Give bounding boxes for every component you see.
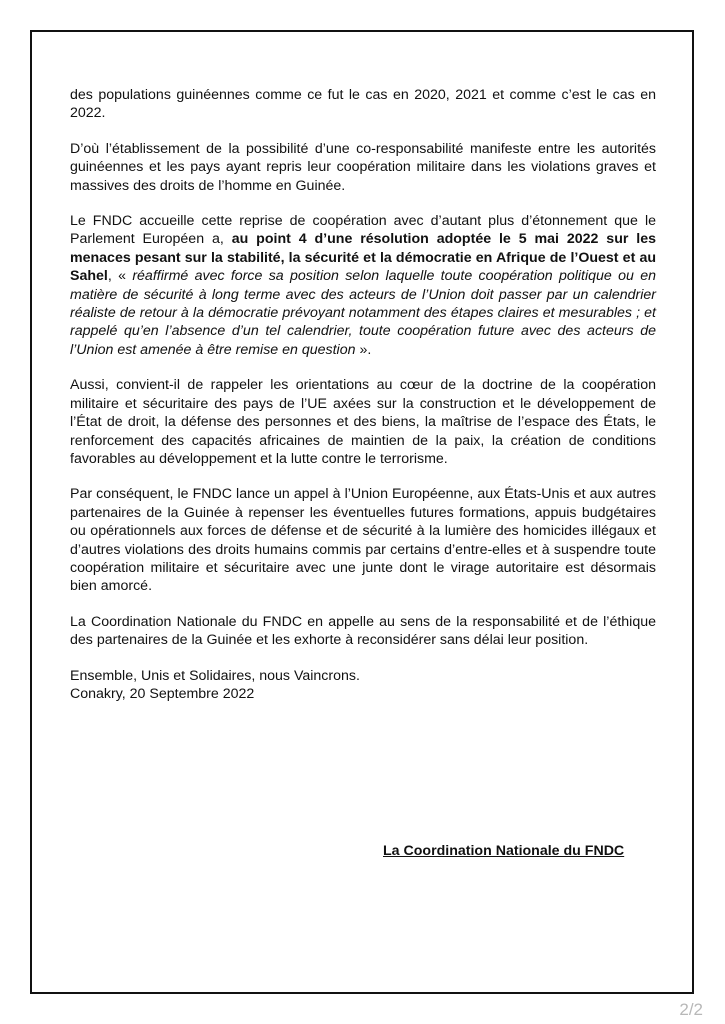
paragraph-6: La Coordination Nationale du FNDC en appelle au sens de la responsabilité et de l’éthique des partenaires de la Guinée et les exhorte à reconsidérer sans délai leur position.: [70, 613, 656, 649]
resolution-reference: au point 4 d’une résolution adoptée le 5 mai 2022 sur les menaces pesant sur la stabilité, la sécurité et la démocratie en Afrique de l’Ouest et au Sahel: [70, 231, 656, 285]
parliament-quote: réaffirmé avec force sa position selon laquelle toute coopération politique ou en matière de sécurité à long terme avec des acteurs de l’Union doit passer par un calendrier réaliste de retour à la démocratie prévoyant notamment des étapes claires et mesurables ; et rappelé qu’en l’absence d’un tel calendrier, toute coopération future avec des acteurs de l’Union est amenée à être remise en question: [70, 268, 656, 358]
signature-line: La Coordination Nationale du FNDC: [383, 843, 625, 859]
paragraph-3-intro: Le FNDC accueille cette reprise de coopération avec d’autant plus d’étonnement que le Parlement Européen a,: [70, 213, 656, 248]
paragraph-2: D’où l’établissement de la possibilité d’une co-responsabilité manifeste entre les autorités guinéennes et les pays ayant repris leur coopération militaire dans les violations graves et massives des droits de l’homme en Guinée.: [70, 140, 656, 194]
quote-close: ».: [355, 341, 372, 358]
closing-place-date: Conakry, 20 Septembre 2022: [70, 685, 255, 702]
paragraph-5: Par conséquent, le FNDC lance un appel à l’Union Européenne, aux États-Unis et aux autres partenaires de la Guinée à repenser les éventuelles futures formations, appuis budgétaires ou opérationnels aux forces de défense et de sécurité à la lumière des homicides illégaux et d’autres violations des droits humains commis par certains d’entre-elles et à suspendre toute coopération militaire et sécuritaire avec une junte dont le virage autoritaire est désormais bien amorcé.: [70, 486, 656, 595]
page-indicator: 2/2: [679, 1000, 703, 1019]
closing-motto: Ensemble, Unis et Solidaires, nous Vaincrons.: [70, 667, 360, 684]
paragraph-3: [70, 212, 656, 359]
paragraph-1: des populations guinéennes comme ce fut le cas en 2020, 2021 et comme c’est le cas en 2022.: [70, 87, 656, 122]
paragraph-4: Aussi, convient-il de rappeler les orientations au cœur de la doctrine de la coopération militaire et sécuritaire des pays de l’UE axées sur la construction et le développement de l’État de droit, la défense des personnes et des biens, la maîtrise de l’espace des États, le renforcement des capacités africaines de maintien de la paix, la création de conditions favorables au développement et la lutte contre le terrorisme.: [70, 377, 656, 467]
document-body: [70, 86, 656, 703]
quote-open: , «: [107, 268, 133, 285]
